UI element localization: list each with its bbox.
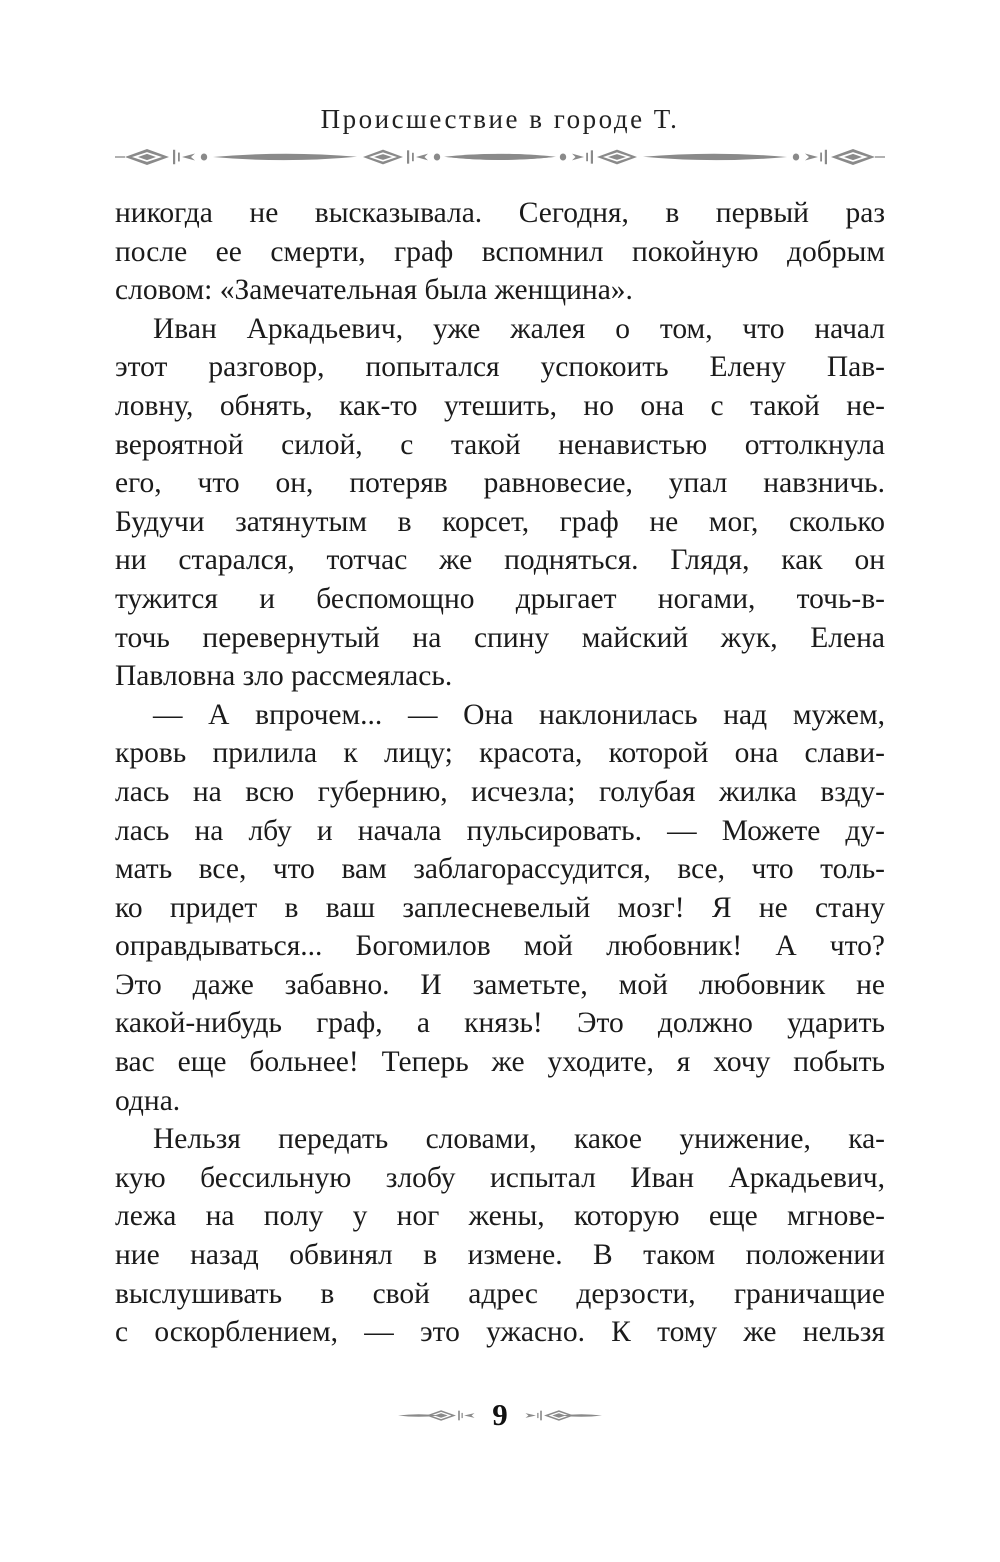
text-line: ние назад обвинял в измене. В таком положении [115,1239,885,1272]
text-line: выслушивать в свой адрес дерзости, граничащие [115,1277,885,1310]
text-line: Будучи затянутым в корсет, граф не мог, сколько [115,505,885,538]
text-line: кровь прилила к лицу; красота, которой она слави- [115,737,885,770]
body-text [115,194,885,1352]
text-line: Иван Аркадьевич, уже жалея о том, что начал [153,312,885,345]
paragraph [115,696,885,1121]
text-line: какой-нибудь граф, а князь! Это должно ударить [115,1007,885,1040]
text-line: его, что он, потеряв равновесие, упал навзничь. [115,467,885,500]
text-line: мать все, что вам заблагорассудится, все, что толь- [115,853,885,886]
paragraph [115,1120,885,1352]
text-line: ловну, обнять, как-то утешить, но она с такой не- [115,389,885,422]
text-line: одна. [115,1084,181,1117]
text-line: Павловна зло рассмеялась. [115,660,453,693]
text-line: оправдываться... Богомилов мой любовник! А что? [115,930,885,963]
paragraph [115,194,885,310]
text-line: лась на лбу и начала пульсировать. — Можете ду- [115,814,885,847]
running-title: Происшествие в городе Т. [320,104,680,134]
text-line: тужится и беспомощно дрыгает ногами, точь-в- [115,582,885,615]
page-footer [115,1398,885,1432]
text-line: этот разговор, попытался успокоить Елену Пав- [115,351,885,384]
footer-ornament-left-icon [398,1407,476,1424]
text-line: — А впрочем... — Она наклонилась над мужем, [153,698,885,731]
text-line: ко придет в ваш заплесневелый мозг! Я не стану [115,891,885,924]
footer-ornament-right-icon [524,1407,602,1424]
text-line: Нельзя передать словами, какое унижение, ка- [153,1123,885,1156]
text-line: точь перевернутый на спину майский жук, Елена [115,621,885,654]
text-line: вас еще больнее! Теперь же уходите, я хочу побыть [115,1046,885,1079]
text-line: ни старался, тотчас же подняться. Глядя, как он [115,544,885,577]
paragraph [115,310,885,696]
text-line: лежа на полу у ног жены, которую еще мгнове- [115,1200,885,1233]
text-line: Это даже забавно. И заметьте, мой любовник не [115,968,885,1001]
text-line: с оскорблением, — это ужасно. К тому же нельзя [115,1316,885,1349]
text-line: после ее смерти, граф вспомнил покойную добрым [115,235,885,268]
header-ornament-rule-icon [115,147,885,167]
text-line: кую бессильную злобу испытал Иван Аркадьевич, [115,1161,885,1194]
text-line: никогда не высказывала. Сегодня, в первый раз [115,197,885,229]
text-line: вероятной силой, с такой ненавистью оттолкнула [115,428,885,461]
text-line: словом: «Замечательная была женщина». [115,274,633,307]
text-line: лась на всю губернию, исчезла; голубая жилка взду- [115,775,885,808]
page-number: 9 [492,1397,508,1432]
